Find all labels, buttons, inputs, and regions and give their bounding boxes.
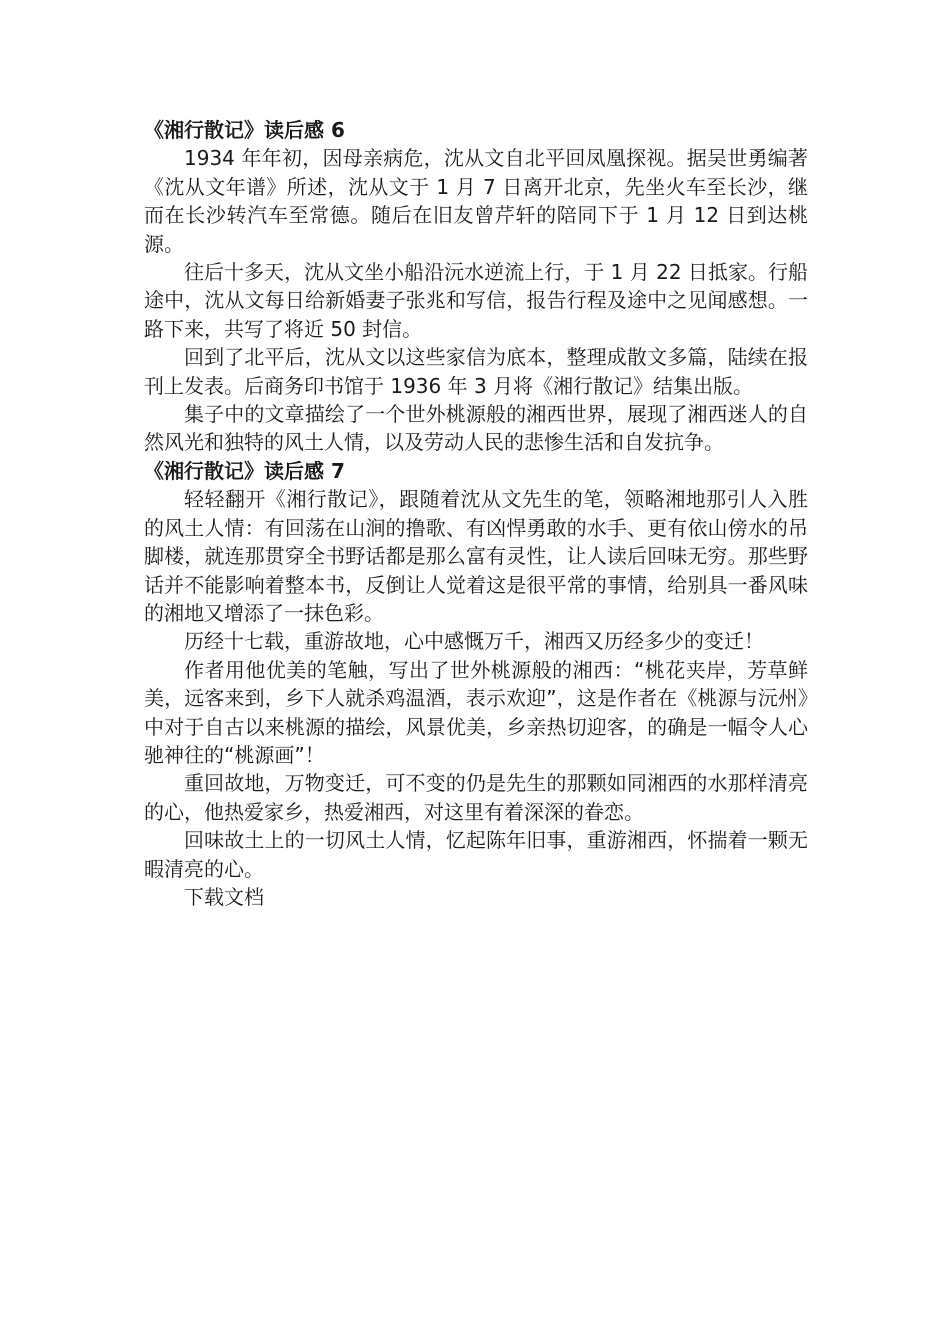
paragraph: 历经十七载，重游故地，心中感慨万千，湘西又历经多少的变迁！ (184, 629, 764, 654)
paragraph: 往后十多天，沈从文坐小船沿沅水逆流上行，于 1 月 22 日抵家。行船途中，沈从文每日给新婚妻子张兆和写信，报告行程及途中之见闻感想。一路下来，共写了将近 50 封信。 (144, 260, 808, 341)
section-heading-6: 《湘行散记》读后感 6 (144, 118, 345, 142)
paragraph: 集子中的文章描绘了一个世外桃源般的湘西世界，展现了湘西迷人的自然风光和独特的风土人情，以及劳动人民的悲惨生活和自发抗争。 (144, 402, 808, 455)
document-body (144, 116, 808, 911)
section-heading-7: 《湘行散记》读后感 7 (144, 458, 345, 483)
paragraph: 1934 年年初，因母亲病危，沈从文自北平回凤凰探视。据吴世勇编著《沈从文年谱》所述，沈从文于 1 月 7 日离开北京，先坐火车至长沙，继而在长沙转汽车至常德。随后在旧友曾芹轩的陪同下于 1 月 12 日到达桃源。 (144, 146, 808, 256)
paragraph: 轻轻翻开《湘行散记》，跟随着沈从文先生的笔，领略湘地那引人入胜的风土人情：有回荡在山涧的撸歌、有凶悍勇敢的水手、更有依山傍水的吊脚楼，就连那贯穿全书野话都是那么富有灵性，让人读后回味无穷。那些野话并不能影响着整本书，反倒让人觉着这是很平常的事情，给别具一番风味的湘地又增添了一抹色彩。 (144, 487, 808, 625)
paragraph: 作者用他优美的笔触，写出了世外桃源般的湘西：“桃花夹岸，芳草鲜美，远客来到，乡下人就杀鸡温酒，表示欢迎”，这是作者在《桃源与沅州》中对于自古以来桃源的描绘，风景优美，乡亲热切迎客，的确是一幅令人心驰神往的“桃源画”！ (144, 657, 808, 767)
paragraph: 回到了北平后，沈从文以这些家信为底本，整理成散文多篇，陆续在报刊上发表。后商务印书馆于 1936 年 3 月将《湘行散记》结集出版。 (144, 345, 808, 398)
download-document-link[interactable]: 下载文档 (184, 884, 264, 909)
paragraph: 回味故土上的一切风土人情，忆起陈年旧事，重游湘西，怀揣着一颗无暇清亮的心。 (144, 828, 808, 881)
paragraph: 重回故地，万物变迁，可不变的仍是先生的那颗如同湘西的水那样清亮的心，他热爱家乡，热爱湘西，对这里有着深深的眷恋。 (144, 771, 808, 824)
